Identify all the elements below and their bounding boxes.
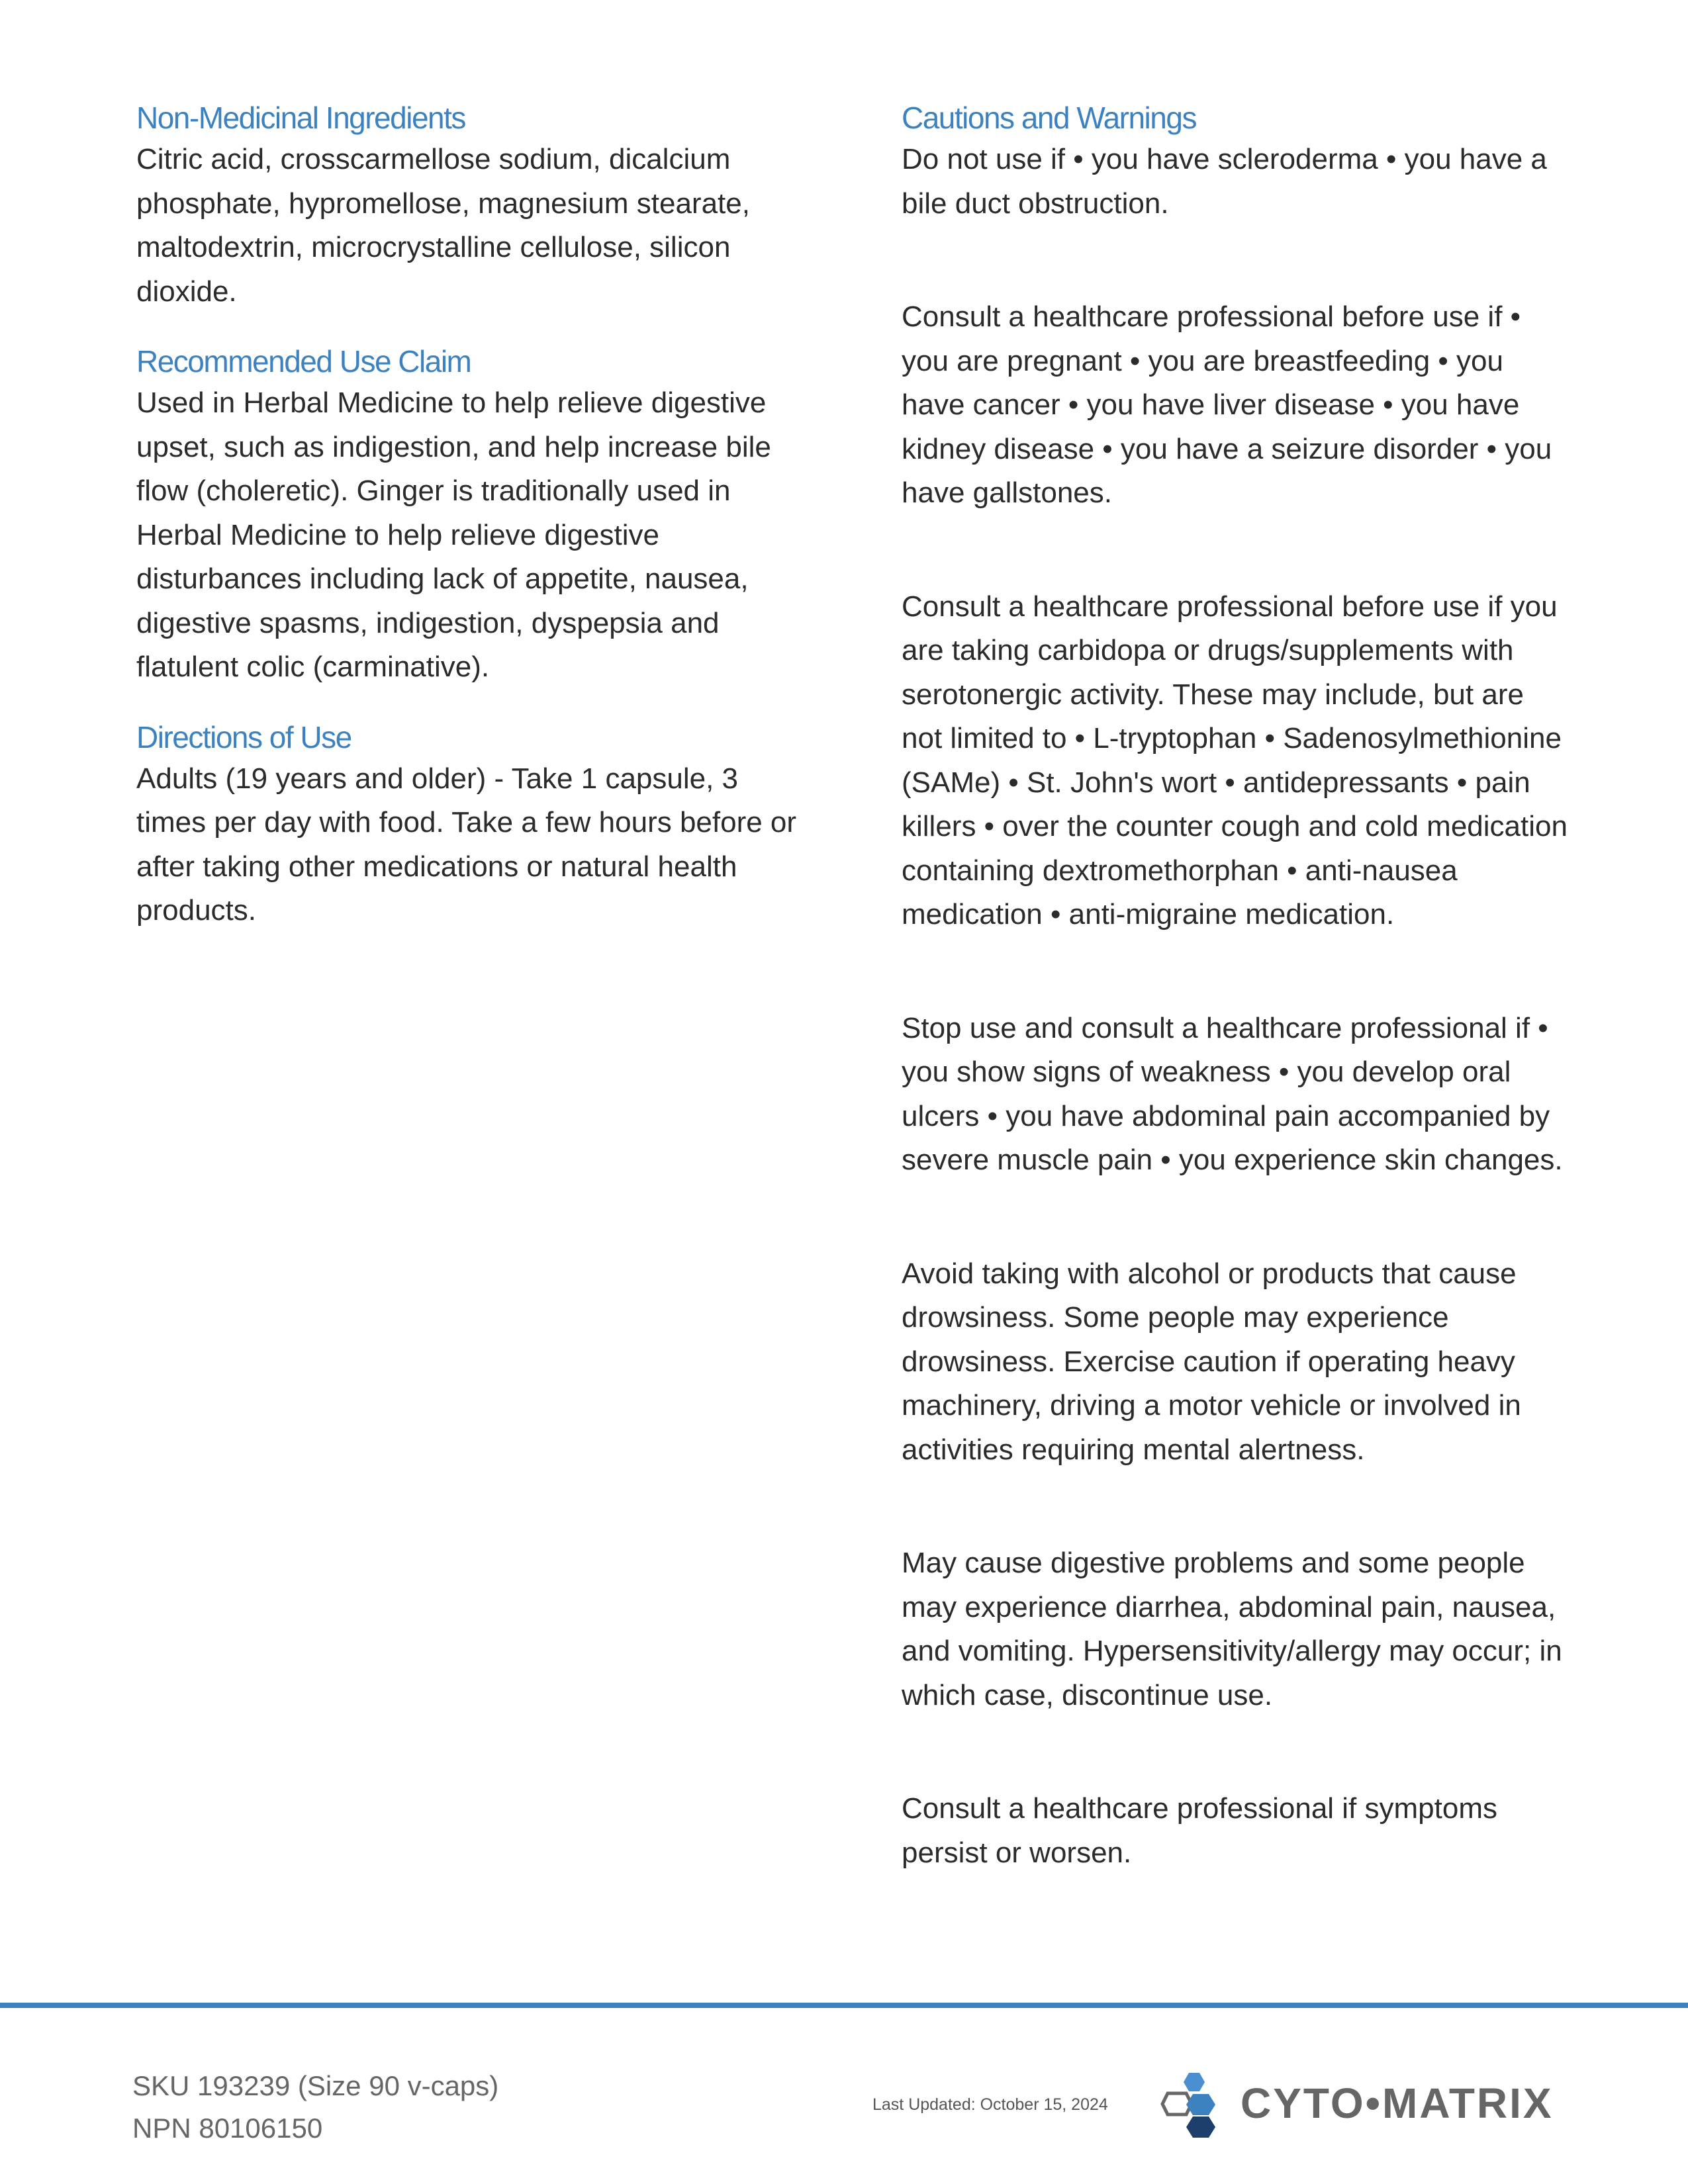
- caution-paragraph: Do not use if • you have scleroderma • you have a bile duct obstruction.: [902, 143, 1547, 220]
- npn-text: NPN 80106150: [132, 2113, 323, 2144]
- left-column: [136, 98, 798, 961]
- directions-of-use-heading: Directions of Use: [136, 719, 352, 754]
- cytomatrix-logo: [1160, 2068, 1554, 2140]
- last-updated-text: Last Updated: October 15, 2024: [872, 2095, 1108, 2114]
- caution-paragraph: Consult a healthcare professional before use if • you are pregnant • you are breastfeeding • you have cancer • you have liver disease • you have kidney disease • you have a seizure disorder • you have gallstones.: [902, 300, 1552, 509]
- right-column: [902, 98, 1570, 1944]
- caution-paragraph: May cause digestive problems and some people may experience diarrhea, abdominal pain, nausea, and vomiting. Hypersensitivity/allergy may occur; in which case, discontinue use.: [902, 1547, 1562, 1711]
- hexagon-cluster-icon: [1160, 2068, 1233, 2140]
- footer-divider: [0, 2003, 1688, 2008]
- non-medicinal-ingredients-text: Citric acid, crosscarmellose sodium, dicalcium phosphate, hypromellose, magnesium stearate, maltodextrin, microcrystalline cellulose, silicon dioxide.: [136, 143, 750, 308]
- directions-of-use-text: Adults (19 years and older) - Take 1 capsule, 3 times per day with food. Take a few hours before or after taking other medications or natural health products.: [136, 762, 797, 927]
- caution-paragraph: Stop use and consult a healthcare professional if • you show signs of weakness • you develop oral ulcers • you have abdominal pain accompanied by severe muscle pain • you experience skin changes.: [902, 1011, 1563, 1176]
- recommended-use-text: Used in Herbal Medicine to help relieve digestive upset, such as indigestion, and help increase bile flow (choleretic). Ginger is traditionally used in Herbal Medicine to help relieve digestive disturbances including lack of appetite, nausea, digestive spasms, indigestion, dyspepsia and flatulent colic (carminative).: [136, 387, 771, 683]
- product-identifiers: [132, 2065, 498, 2150]
- caution-paragraph: Consult a healthcare professional if symptoms persist or worsen.: [902, 1792, 1497, 1869]
- logo-wordmark: CYTO•MATRIX: [1241, 2079, 1554, 2127]
- cautions-and-warnings-heading: Cautions and Warnings: [902, 101, 1196, 135]
- caution-paragraph: Consult a healthcare professional before use if you are taking carbidopa or drugs/supplements with serotonergic activity. These may include, but are not limited to • L-tryptophan • Sadenosylmethionine (SAMe) • St. John's wort • antidepressants • pain killers • over the counter cough and cold medication containing dextromethorphan • anti-nausea medication • anti-migraine medication.: [902, 590, 1568, 931]
- non-medicinal-ingredients-heading: Non-Medicinal Ingredients: [136, 101, 465, 135]
- recommended-use-heading: Recommended Use Claim: [136, 344, 471, 379]
- sku-text: SKU 193239 (Size 90 v-caps): [132, 2070, 499, 2101]
- caution-paragraph: Avoid taking with alcohol or products that cause drowsiness. Some people may experience drowsiness. Exercise caution if operating heavy machinery, driving a motor vehicle or involved in activities requiring mental alertness.: [902, 1257, 1521, 1466]
